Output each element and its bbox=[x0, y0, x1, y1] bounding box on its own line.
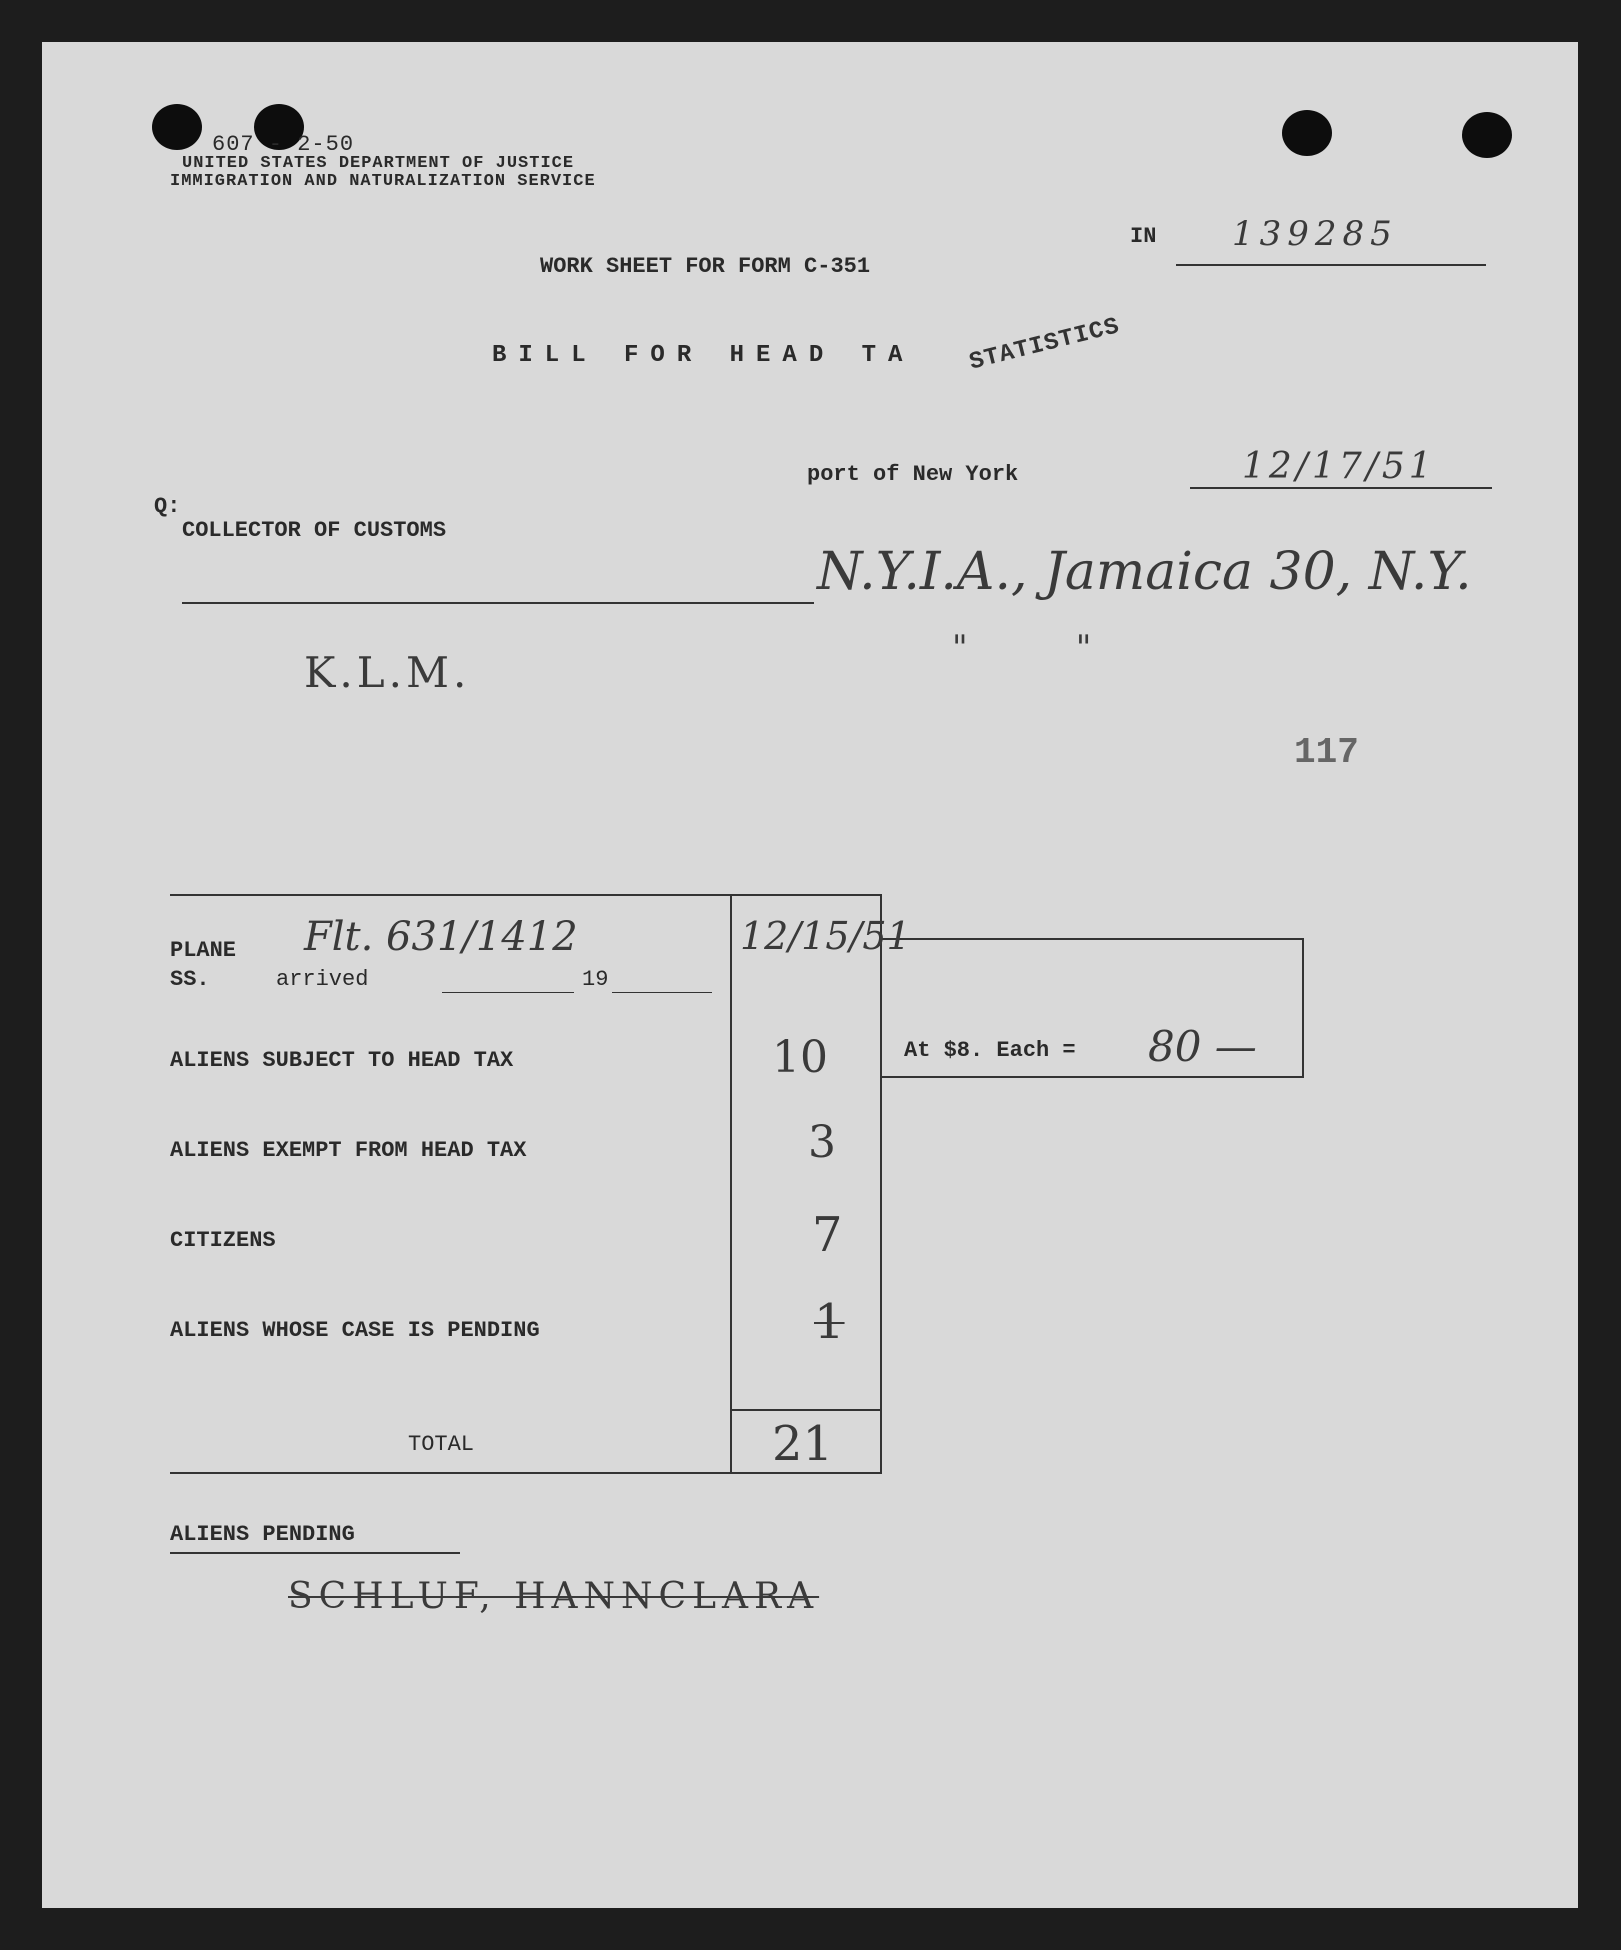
pending-label: ALIENS PENDING bbox=[170, 1522, 355, 1547]
year-line bbox=[612, 992, 712, 993]
punch-hole bbox=[1462, 112, 1512, 158]
table-bottom-line bbox=[170, 1472, 882, 1474]
table-divider bbox=[730, 894, 732, 1474]
collector-label: COLLECTOR OF CUSTOMS bbox=[182, 518, 447, 543]
arrival-date-handwritten: 12/15/51 bbox=[740, 914, 911, 958]
row-label-pending: ALIENS WHOSE CASE IS PENDING bbox=[170, 1318, 540, 1343]
port-label: port of New York bbox=[807, 462, 1019, 487]
pending-label-line bbox=[170, 1552, 460, 1554]
total-value: 21 bbox=[772, 1416, 834, 1472]
plane-label: PLANE bbox=[170, 938, 237, 963]
in-number: 139285 bbox=[1232, 214, 1398, 254]
address-handwritten: N.Y.I.A., Jamaica 30, N.Y. bbox=[817, 542, 1472, 602]
rate-label: At $8. Each = bbox=[904, 1038, 1076, 1063]
carrier-handwritten: K.L.M. bbox=[304, 648, 471, 697]
row-label-citizens: CITIZENS bbox=[170, 1228, 276, 1253]
punch-hole bbox=[1282, 110, 1332, 156]
in-label: IN bbox=[1130, 224, 1157, 249]
total-separator bbox=[730, 1409, 880, 1411]
collector-line bbox=[182, 602, 814, 604]
table-right-edge bbox=[880, 894, 882, 1474]
in-number-line bbox=[1176, 264, 1486, 266]
bill-date: 12/17/51 bbox=[1242, 446, 1436, 487]
table-top-line bbox=[170, 894, 882, 896]
document-sheet bbox=[42, 42, 1578, 1908]
ditto-marks: " " bbox=[952, 628, 1092, 668]
rate-box-bottom bbox=[882, 1076, 1304, 1078]
rate-box-top bbox=[882, 938, 1304, 940]
work-sheet-title: WORK SHEET FOR FORM C-351 bbox=[540, 254, 871, 279]
ss-label: SS. bbox=[170, 967, 210, 992]
row-label-subject: ALIENS SUBJECT TO HEAD TAX bbox=[170, 1048, 514, 1073]
row-value-pending: 1 bbox=[814, 1294, 845, 1350]
row-value-subject: 10 bbox=[772, 1032, 828, 1083]
total-label: TOTAL bbox=[408, 1432, 475, 1457]
form-code: 607 - 2-50 bbox=[212, 132, 355, 157]
bill-title: BILL FOR HEAD TA bbox=[492, 342, 915, 369]
rate-box-right bbox=[1302, 938, 1304, 1078]
flight-handwritten: Flt. 631/1412 bbox=[304, 914, 578, 960]
row-value-citizens: 7 bbox=[812, 1207, 843, 1263]
reference-number: 117 bbox=[1294, 732, 1359, 773]
to-prefix: Q: bbox=[154, 494, 181, 519]
rate-value: 80 — bbox=[1148, 1022, 1257, 1071]
arrived-line bbox=[442, 992, 574, 993]
row-label-exempt: ALIENS EXEMPT FROM HEAD TAX bbox=[170, 1138, 527, 1163]
arrived-label: arrived bbox=[276, 967, 369, 992]
pending-name-handwritten: SCHLUF, HANNCLARA bbox=[288, 1576, 820, 1617]
date-line bbox=[1190, 487, 1492, 489]
department-name: UNITED STATES DEPARTMENT OF JUSTICE bbox=[182, 154, 575, 173]
year-label: 19 bbox=[582, 967, 609, 992]
statistics-stamp: STATISTICS bbox=[966, 313, 1123, 377]
punch-hole bbox=[152, 104, 202, 150]
service-name: IMMIGRATION AND NATURALIZATION SERVICE bbox=[170, 172, 596, 191]
row-value-exempt: 3 bbox=[808, 1117, 836, 1168]
